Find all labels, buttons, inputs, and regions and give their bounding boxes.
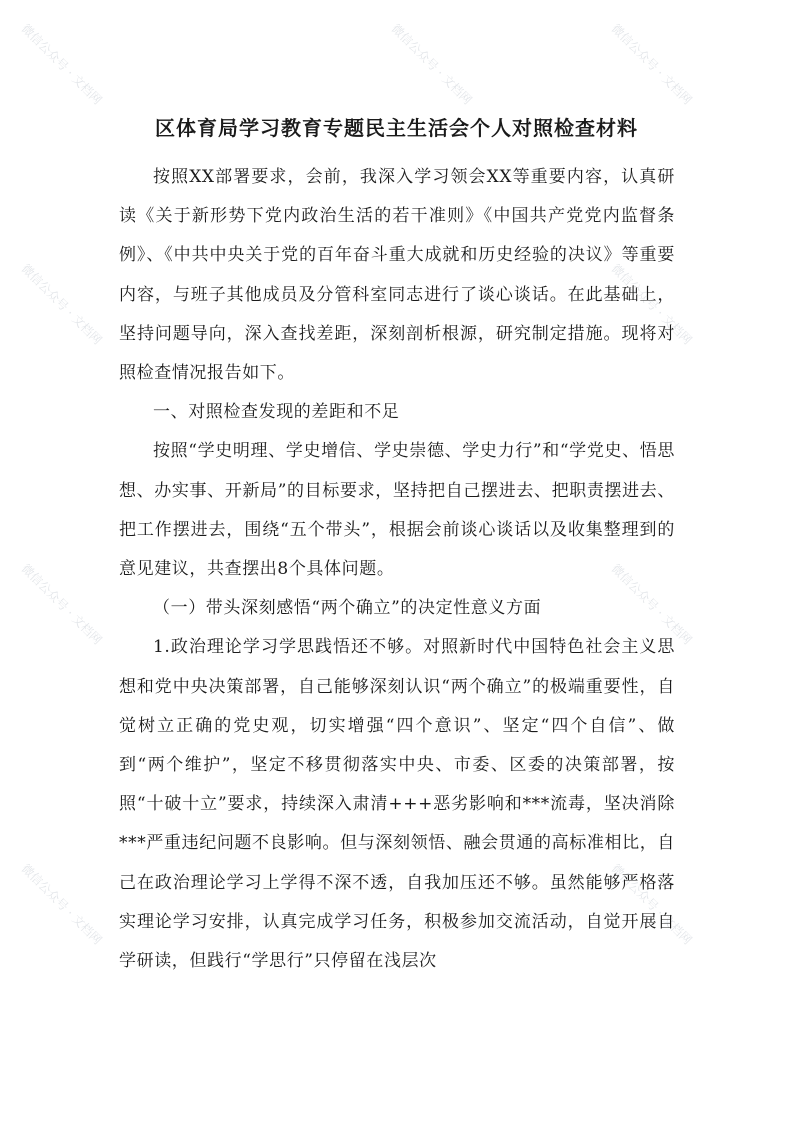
intro-paragraph: 按照XX部署要求，会前，我深入学习领会XX等重要内容，认真研读《关于新形势下党内政治生活的若干准则》《中国共产党党内监督条例》、《中共中央关于党的百年奋斗重大成就和历史经验的决议》等重要内容，与班子其他成员及分管科室同志进行了谈心谈话。在此基础上，坚持问题导向，深入查找差距，深刻剖析根源，研究制定措施。现将对照检查情况报告如下。 bbox=[119, 167, 675, 384]
watermark-text: 微信公众号 · 文档网 bbox=[388, 21, 475, 108]
item-paragraph: 1.政治理论学习学思践悟还不够。对照新时代中国特色社会主义思想和党中央决策部署，自己能够深刻认识“两个确立”的极端重要性，自觉树立正确的党史观，切实增强“四个意识”、坚定“四个自信”、做到“两个维护”，坚定不移贯彻落实中央、市委、区委的决策部署，按照“十破十立”要求，持续深入肃清+++恶劣影响和***流毒，坚决消除***严重违纪问题不良影响。但与深刻领悟、融会贯通的高标准相比，自己在政治理论学习上学得不深不透，自我加压还不够。虽然能够严格落实理论学习安排，认真完成学习任务，积极参加交流活动，自觉开展自学研读，但践行“学思行”只停留在浅层次 bbox=[119, 637, 675, 972]
watermark-text: 微信公众号 · 文档网 bbox=[18, 561, 105, 648]
document-title: 区体育局学习教育专题民主生活会个人对照检查材料 bbox=[155, 116, 638, 140]
document-body bbox=[119, 158, 675, 981]
watermark-text: 微信公众号 · 文档网 bbox=[608, 561, 695, 648]
watermark-text: 微信公众号 · 文档网 bbox=[608, 261, 695, 348]
watermark-text: 微信公众号 · 文档网 bbox=[608, 861, 695, 948]
watermark-text: 微信公众号 · 文档网 bbox=[18, 861, 105, 948]
subsection-heading: （一）带头深刻感悟“两个确立”的决定性意义方面 bbox=[153, 598, 542, 619]
section-paragraph: 按照“学史明理、学史增信、学史崇德、学史力行”和“学党史、悟思想、办实事、开新局”的目标要求，坚持把自己摆进去、把职责摆进去、把工作摆进去，围绕“五个带头”，根据会前谈心谈话以及收集整理到的意见建议，共查摆出8个具体问题。 bbox=[119, 441, 675, 580]
section-heading: 一、对照检查发现的差距和不足 bbox=[153, 402, 400, 423]
watermark-text: 微信公众号 · 文档网 bbox=[18, 21, 105, 108]
watermark-text: 微信公众号 · 文档网 bbox=[608, 21, 695, 108]
watermark-text: 微信公众号 · 文档网 bbox=[18, 261, 105, 348]
